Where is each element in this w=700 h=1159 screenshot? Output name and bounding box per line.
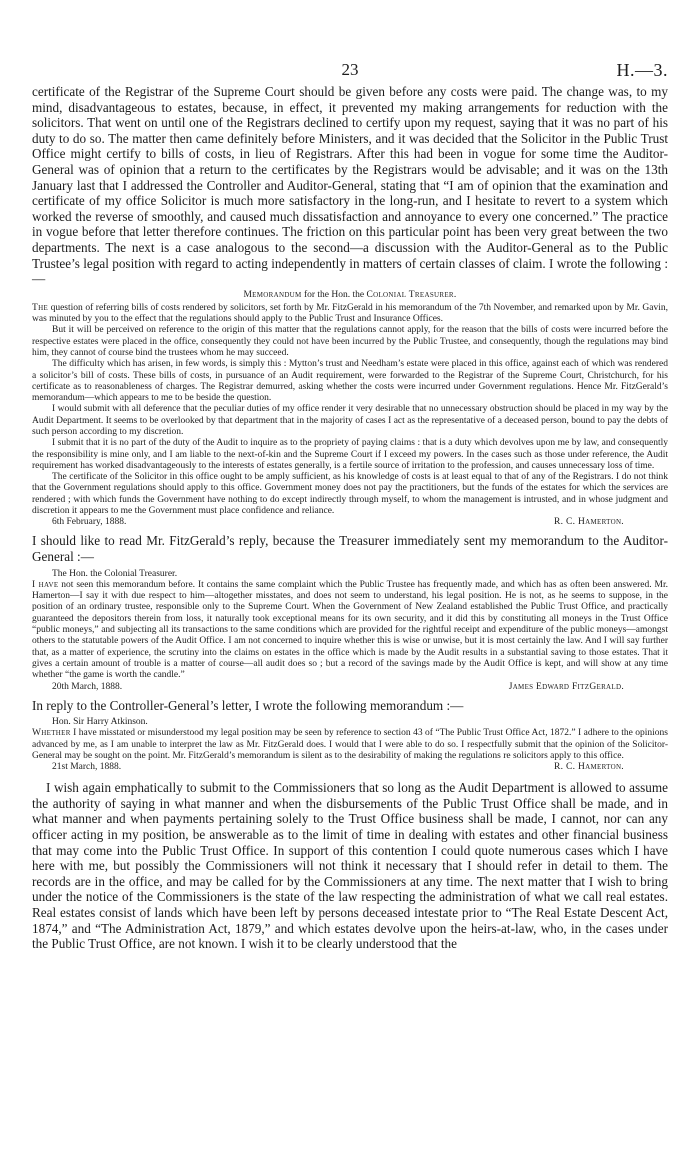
- memo2-p1-lead: I have: [32, 579, 59, 590]
- memo2-paragraph-1: [32, 580, 668, 682]
- memo1-title: [32, 289, 668, 301]
- page-header: [32, 60, 668, 84]
- memo1-p1-lead: The: [32, 302, 49, 313]
- page-number: 23: [341, 60, 359, 79]
- memo2-p1-text: not seen this memorandum before. It contains the same complaint which the Public Trustee has frequently made, and which has as often been answered. Mr. Hamerton—I say it with due respect to him—altogether misstates, and does not seem to understand, his legal position. He is not, as he seems to suppose, in the position of an ordinary trustee, responsible only to the Supreme Court. When the Government of New Zealand established the Public Trust Office, and practically guaranteed the depositors therein from loss, it naturally took exceptional means for its own security, and it did this by constituting all moneys in the Trust Office “public moneys,” and subjecting all its transactions to the same conditions which are provided for the rightful receipt and expenditure of the public moneys—amongst others to the statutable powers of the Audit Office. I am not concerned to inquire whether this is wise or unwise, but it is most certainly the law. And I will say further that, as a matter of experience, the scrutiny into the claims on estates in the office which is made by the Audit results in a substantial saving to those estates. That it gives a certain amount of trouble is a matter of course—all audit does so ; but a record of the savings made by the Audit Office is kept, and will show at any time whether “the game is worth the candle.”: [32, 579, 668, 681]
- memo3-addressee: Hon. Sir Harry Atkinson.: [52, 717, 148, 728]
- memo1-paragraph-3: The difficulty which has arisen, in few words, is simply this : Mytton’s trust and Needham’s estate were placed in this office, against each of which was rendered a solicitor’s bill of costs. These bills of costs, in pursuance of an Audit requirement, were forwarded to the Registrar of the Supreme Court, Christchurch, for his certificate as to reasonableness of charges. The Registrar demurred, asking whether the costs were incurred under Government regulations. Hence Mr. FitzGerald’s memorandum—which appears to me to be beside the question.: [32, 359, 668, 404]
- memo1-title-mid: for the Hon. the: [301, 289, 367, 300]
- intro-paragraph: certificate of the Registrar of the Supreme Court should be given before any costs were paid. The change was, to my mind, disadvantageous to estates, because, in effect, it prevented my making arrangements for reduction with the solicitors. That went on until one of the Registrars declined to certify upon my request, saying that it was no part of his duty to do so. The matter then came definitely before Ministers, and it was decided that the Solicitor in the Public Trust Office might certify to bills of costs, in lieu of Registrars. After this had been in vogue for some time the Auditor-General was of opinion that a return to the certificates by the Registrars would be advisable; and it was on the 13th January last that I addressed the Controller and Auditor-General, stating that “I am of opinion that the examination and certificate of my office Solicitor is much more satisfactory in the long-run, and I hesitate to revert to a system which worked the reverse of smoothly, and caused much dissatisfaction and annoyance to every one concerned.” The practice in vogue before that letter therefore continues. The friction on this particular point has been very great between the two departments. The next is a case analogous to the second—a discussion with the Auditor-General as to the Public Trustee’s legal position with regard to acting independently in matters of certain classes of claim. I wrote the following :—: [32, 84, 668, 287]
- memo1-paragraph-6: The certificate of the Solicitor in this office ought to be amply sufficient, as his knowledge of costs is at least equal to that of any of the Registrars. I do not think that the Government regulations should apply to this office. Government money does not pay the practitioners, but the funds of the estates for which the services are rendered ; with which funds the Government have nothing to do except indirectly through myself, to whom the management is intrusted, and in whose judgment and discretion it appears to me the Government must place confidence and reliance.: [32, 472, 668, 517]
- parliamentary-paper-reference: H.—3.: [616, 60, 668, 80]
- memo1-paragraph-1: [32, 303, 668, 326]
- memo1-signature: R. C. Hamerton.: [554, 517, 624, 528]
- memo1-paragraph-2: But it will be perceived on reference to the origin of this matter that the regulations cannot apply, for the reason that the bills of costs were incurred before the respective estates were placed in the office, consequently they could not have been incurred by the Public Trustee, and consequently, though the regulations may bind him, they cannot of course bind the trustees whom he may succeed.: [32, 325, 668, 358]
- bridge-paragraph-1: I should like to read Mr. FitzGerald’s reply, because the Treasurer immediately sent my memorandum to the Auditor-General :—: [32, 533, 668, 564]
- memo3-p1-lead: Whether: [32, 728, 71, 739]
- closing-paragraph: [32, 780, 668, 952]
- memo2-addressee: The Hon. the Colonial Treasurer.: [52, 568, 178, 579]
- memo1-paragraph-4: I would submit with all deference that the peculiar duties of my office render it very desirable that no unnecessary obstruction should be placed in my way by the Audit Department. It seems to be overlooked by that department that in the majority of cases I act as the representative of a deceased person, bound to pay the debts of such person according to my discretion.: [32, 404, 668, 437]
- memo2-signature: James Edward FitzGerald.: [508, 681, 624, 692]
- memo3-p1-text: I have misstated or misunderstood my legal position may be seen by reference to section 43 of “The Public Trust Office Act, 1872.” I adhere to the opinions advanced by me, as I am unable to interpret the law as Mr. FitzGerald does. I would that I were able to do so. I respectfully submit that the opinion of the Solicitor-General may be sought on the point. Mr. FitzGerald’s memorandum is silent as to the desirability of making the regulations re solicitors apply to this office.: [32, 728, 668, 761]
- memo3-signature-row: [32, 762, 668, 774]
- memo1-date: 6th February, 1888.: [52, 517, 127, 528]
- memo3-date: 21st March, 1888.: [52, 762, 122, 773]
- closing-text: I wish again emphatically to submit to the Commissioners that so long as the Audit Department is allowed to assume the authority of saying in what manner and when the disbursements of the Public Trust Office shall be made, and in what manner and when payments pertaining solely to the Trust Office business shall be made, I cannot, nor can any officer acting in my position, be answerable as to the limit of time in dealing with estates and other financial business that may come into the Public Trust Office. In support of this contention I could quote numerous cases which I have here with me, but possibly the Commissioners will not think it necessary that I should refer in detail to them. The records are in the office, and may be called for by the Commissioners at any time. The next matter that I wish to bring under the notice of the Commissioners is the state of the law respecting the administration of what we call real estates. Real estates consist of lands which have been left by persons deceased intestate prior to “The Real Estate Descent Act, 1874,” and “The Administration Act, 1879,” and which estates devolve upon the heirs-at-law, who, in the cases under the Public Trust Office, are not known. I wish it to be clearly understood that the: [32, 780, 668, 952]
- memo2-date: 20th March, 1888.: [52, 681, 123, 692]
- memo1-paragraph-5: I submit that it is no part of the duty of the Audit to inquire as to the propriety of paying claims : that is a duty which devolves upon me by law, and consequently the responsibility is mine only, and I am liable to the next-of-kin and the Supreme Court if I exceed my powers. In the cases such as those under reference, the Audit requirement has worked disadvantageously to the interests of estates generally, is a fertile source of irritation to the profession, and causes unnecessary loss of time.: [32, 438, 668, 471]
- memo1-title-lead: Memorandum: [243, 289, 302, 300]
- memo1-title-end: Colonial Treasurer.: [366, 289, 457, 300]
- page-body: [32, 84, 668, 952]
- memo1-p1-text: question of referring bills of costs rendered by solicitors, set forth by Mr. FitzGerald in his memorandum of the 7th November, and remarked upon by Mr. Gavin, was minuted by you to the effect that the regulations should apply to the Public Trust and Insurance Offices.: [32, 302, 668, 325]
- memo2-signature-row: [32, 682, 668, 694]
- memo3-signature: R. C. Hamerton.: [554, 762, 624, 773]
- memo3-paragraph-1: [32, 728, 668, 762]
- memo1-signature-row: [32, 517, 668, 529]
- bridge-paragraph-2: In reply to the Controller-General’s letter, I wrote the following memorandum :—: [32, 697, 464, 713]
